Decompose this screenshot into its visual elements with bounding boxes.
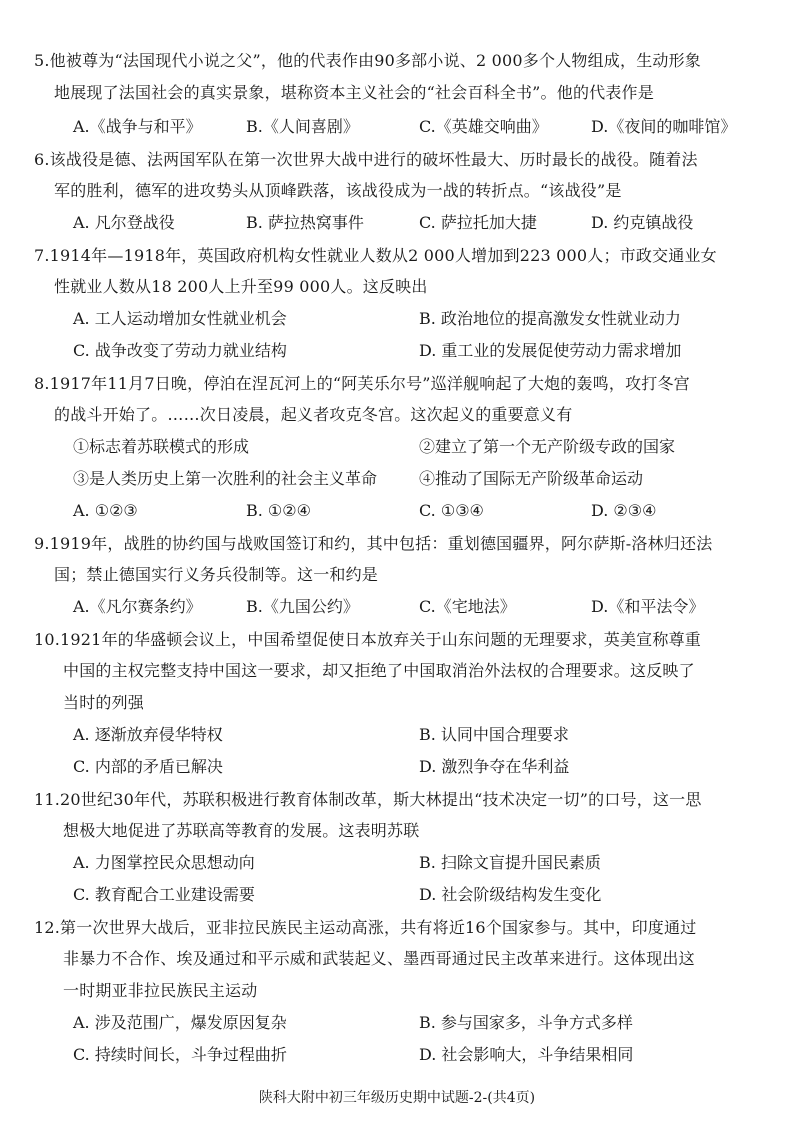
q9-option-a[interactable]: A.《凡尔赛条约》 <box>73 597 202 616</box>
q8-option-a[interactable]: A. ①②③ <box>73 501 138 520</box>
q8-statement-4: ④推动了国际无产阶级革命运动 <box>419 469 644 488</box>
q11-option-d[interactable]: D. 社会阶级结构发生变化 <box>419 885 602 904</box>
q12-option-b[interactable]: B. 参与国家多，斗争方式多样 <box>419 1013 633 1032</box>
q12-stem-line-1: 12.第一次世界大战后，亚非拉民族民主运动高涨，共有将近16个国家参与。其中，印度通过 <box>34 918 697 937</box>
q10-option-d[interactable]: D. 激烈争夺在华利益 <box>419 757 570 776</box>
q9-stem-line-1: 9.1919年，战胜的协约国与战败国签订和约，其中包括：重划德国疆界，阿尔萨斯-洛林归还法 <box>34 534 713 553</box>
q11-option-b[interactable]: B. 扫除文盲提升国民素质 <box>419 853 601 872</box>
q10-stem-line-2: 中国的主权完整支持中国这一要求，却又拒绝了中国取消治外法权的合理要求。这反映了 <box>63 661 695 680</box>
q6-option-a[interactable]: A. 凡尔登战役 <box>73 213 175 232</box>
q12-option-c[interactable]: C. 持续时间长，斗争过程曲折 <box>73 1045 287 1064</box>
q6-option-d[interactable]: D. 约克镇战役 <box>591 213 694 232</box>
q12-stem-line-2: 非暴力不合作、埃及通过和平示威和武装起义、墨西哥通过民主改革来进行。这体现出这 <box>63 949 695 968</box>
q5-option-b[interactable]: B.《人间喜剧》 <box>246 117 359 136</box>
q7-stem-line-2: 性就业人数从18 200人上升至99 000人。这反映出 <box>54 277 428 296</box>
q12-stem-line-3: 一时期亚非拉民族民主运动 <box>63 981 258 1000</box>
q8-statement-1: ①标志着苏联模式的形成 <box>73 437 250 456</box>
q5-stem-line-1: 5.他被尊为“法国现代小说之父”，他的代表作由90多部小说、2 000多个人物组成，生动形象 <box>34 51 701 70</box>
q9-stem-line-2: 国；禁止德国实行义务兵役制等。这一和约是 <box>54 565 379 584</box>
q11-stem-line-2: 想极大地促进了苏联高等教育的发展。这表明苏联 <box>63 821 420 840</box>
q12-option-d[interactable]: D. 社会影响大，斗争结果相同 <box>419 1045 634 1064</box>
q10-option-b[interactable]: B. 认同中国合理要求 <box>419 725 569 744</box>
q7-stem-line-1: 7.1914年—1918年，英国政府机构女性就业人数从2 000人增加到223 000人；市政交通业女 <box>34 246 717 265</box>
q7-option-d[interactable]: D. 重工业的发展促使劳动力需求增加 <box>419 341 682 360</box>
q6-option-c[interactable]: C. 萨拉托加大捷 <box>419 213 537 232</box>
q7-option-c[interactable]: C. 战争改变了劳动力就业结构 <box>73 341 287 360</box>
q5-option-a[interactable]: A.《战争与和平》 <box>73 117 202 136</box>
q10-stem-line-1: 10.1921年的华盛顿会议上，中国希望促使日本放弃关于山东问题的无理要求，英美宣称尊重 <box>34 630 701 649</box>
q6-stem-line-1: 6.该战役是德、法两国军队在第一次世界大战中进行的破坏性最大、历时最长的战役。随着法 <box>34 150 698 169</box>
q11-stem-line-1: 11.20世纪30年代，苏联积极进行教育体制改革，斯大林提出“技术决定一切”的口号，这一思 <box>34 790 702 809</box>
q8-option-b[interactable]: B. ①②④ <box>246 501 311 520</box>
q5-option-c[interactable]: C.《英雄交响曲》 <box>419 117 548 136</box>
q8-option-c[interactable]: C. ①③④ <box>419 501 484 520</box>
q5-option-d[interactable]: D.《夜间的咖啡馆》 <box>591 117 737 136</box>
q6-stem-line-2: 军的胜利，德军的进攻势头从顶峰跌落，该战役成为一战的转折点。“该战役”是 <box>54 181 622 200</box>
q8-stem-line-2: 的战斗开始了。……次日凌晨，起义者攻克冬宫。这次起义的重要意义有 <box>54 405 573 424</box>
q8-stem-line-1: 8.1917年11月7日晚，停泊在涅瓦河上的“阿芙乐尔号”巡洋舰响起了大炮的轰鸣，攻打冬宫 <box>34 374 690 393</box>
q7-option-a[interactable]: A. 工人运动增加女性就业机会 <box>73 309 287 328</box>
q10-option-a[interactable]: A. 逐渐放弃侵华特权 <box>73 725 223 744</box>
q8-statement-2: ②建立了第一个无产阶级专政的国家 <box>419 437 676 456</box>
q9-option-b[interactable]: B.《九国公约》 <box>246 597 359 616</box>
q11-option-c[interactable]: C. 教育配合工业建设需要 <box>73 885 255 904</box>
q9-option-c[interactable]: C.《宅地法》 <box>419 597 516 616</box>
page-footer: 陕科大附中初三年级历史期中试题-2-(共4页) <box>258 1090 536 1106</box>
q9-option-d[interactable]: D.《和平法令》 <box>591 597 705 616</box>
q8-option-d[interactable]: D. ②③④ <box>591 501 657 520</box>
q6-option-b[interactable]: B. 萨拉热窝事件 <box>246 213 364 232</box>
q10-option-c[interactable]: C. 内部的矛盾已解决 <box>73 757 223 776</box>
q10-stem-line-3: 当时的列强 <box>63 693 145 712</box>
q5-stem-line-2: 地展现了法国社会的真实景象，堪称资本主义社会的“社会百科全书”。他的代表作是 <box>54 83 654 102</box>
q7-option-b[interactable]: B. 政治地位的提高激发女性就业动力 <box>419 309 681 328</box>
q11-option-a[interactable]: A. 力图掌控民众思想动向 <box>73 853 255 872</box>
q12-option-a[interactable]: A. 涉及范围广，爆发原因复杂 <box>73 1013 287 1032</box>
q8-statement-3: ③是人类历史上第一次胜利的社会主义革命 <box>73 469 378 488</box>
